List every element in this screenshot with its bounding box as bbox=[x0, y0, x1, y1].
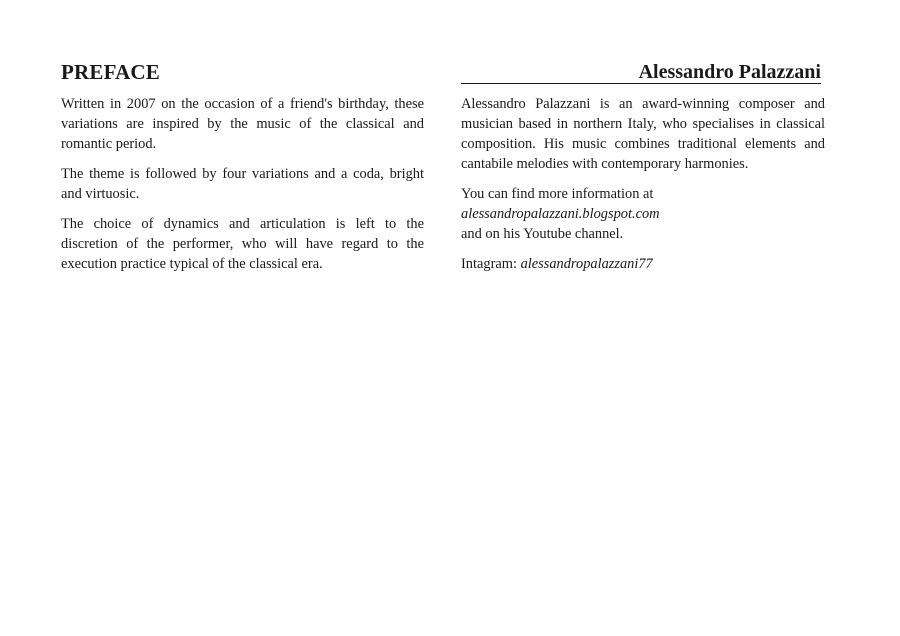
preface-paragraph-3: The choice of dynamics and articulation is left to the discretion of the performer, who will have regard to the execution practice typical of the classical era. bbox=[61, 216, 424, 272]
preface-paragraph-2: The theme is followed by four variations and a coda, bright and virtuosic. bbox=[61, 166, 424, 202]
info-block bbox=[461, 184, 825, 244]
info-intro: You can find more information at bbox=[461, 186, 654, 202]
blog-url[interactable]: alessandropalazzani.blogspot.com bbox=[461, 206, 660, 222]
author-column bbox=[461, 58, 825, 284]
instagram-label: Intagram: bbox=[461, 256, 517, 272]
youtube-line: and on his Youtube channel. bbox=[461, 226, 624, 242]
author-name-heading: Alessandro Palazzani bbox=[461, 58, 825, 86]
instagram-handle[interactable]: alessandropalazzani77 bbox=[520, 256, 653, 272]
preface-title: PREFACE bbox=[61, 60, 161, 84]
author-bio: Alessandro Palazzani is an award-winning composer and musician based in northern Italy, who specialises in classical composition. His music combines traditional elements and cantabile melodies with contemporary harmonies. bbox=[461, 96, 825, 172]
preface-column bbox=[61, 58, 424, 284]
blog-link[interactable] bbox=[461, 204, 825, 224]
instagram-line bbox=[461, 254, 825, 274]
preface-paragraph-1: Written in 2007 on the occasion of a friend's birthday, these variations are inspired by the music of the classical and romantic period. bbox=[61, 96, 424, 152]
